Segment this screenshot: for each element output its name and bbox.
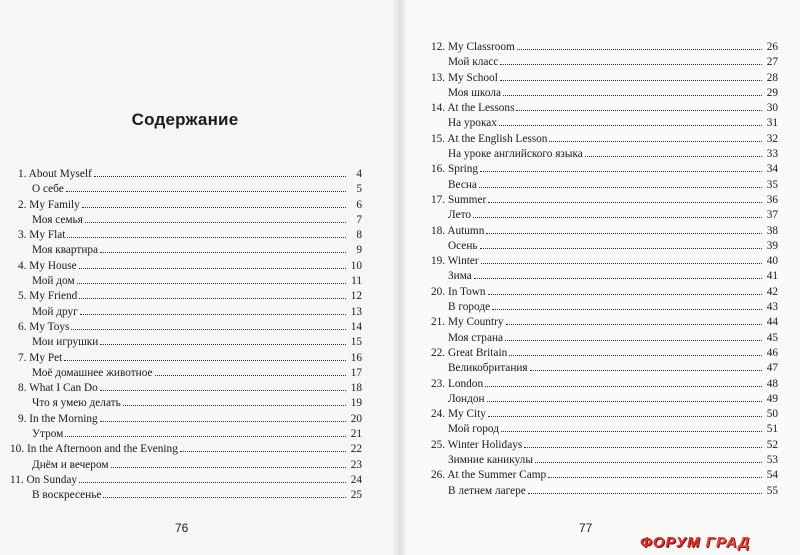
toc-entry-page-number: 29 bbox=[766, 86, 778, 99]
toc-entry-page-number: 34 bbox=[766, 163, 778, 176]
dot-leader bbox=[585, 147, 762, 157]
toc-entry bbox=[423, 285, 778, 300]
dot-leader bbox=[111, 458, 346, 468]
toc-entry-page-number: 49 bbox=[766, 392, 778, 405]
dot-leader bbox=[473, 208, 762, 218]
toc-entry bbox=[10, 458, 362, 473]
toc-entry-page-number: 11 bbox=[351, 275, 362, 288]
dot-leader bbox=[530, 361, 762, 371]
toc-entry-english-title: 12. My Classroom bbox=[431, 41, 515, 53]
page-number-right: 77 bbox=[579, 521, 593, 535]
toc-entry-page-number: 43 bbox=[766, 301, 778, 314]
toc-entry-english-title: 1. About Myself bbox=[18, 168, 92, 180]
dot-leader bbox=[79, 473, 346, 483]
toc-entry bbox=[10, 427, 362, 442]
dot-leader bbox=[474, 269, 762, 279]
dot-leader bbox=[80, 305, 346, 315]
toc-entry-page-number: 27 bbox=[766, 56, 778, 69]
toc-entry bbox=[10, 289, 362, 304]
toc-entry-page-number: 15 bbox=[350, 336, 362, 349]
toc-entry-english-title: 22. Great Britain bbox=[431, 346, 508, 359]
toc-entry-page-number: 50 bbox=[766, 408, 778, 421]
dot-leader bbox=[79, 259, 346, 269]
dot-leader bbox=[517, 40, 762, 50]
toc-entry-page-number: 16 bbox=[350, 351, 362, 364]
toc-entry bbox=[10, 412, 362, 427]
toc-entry-english-title: 13. My School bbox=[431, 71, 498, 84]
dot-leader bbox=[488, 193, 762, 203]
toc-entry-russian-title: Мой город bbox=[448, 423, 500, 436]
dot-leader bbox=[485, 377, 762, 387]
toc-entry-page-number: 21 bbox=[350, 428, 362, 441]
dot-leader bbox=[528, 484, 762, 494]
dot-leader bbox=[488, 285, 762, 295]
toc-entry bbox=[10, 182, 362, 197]
toc-entry-russian-title: Что я умею делать bbox=[32, 397, 121, 410]
toc-entry-russian-title: Мой класс bbox=[448, 56, 499, 69]
toc-entry bbox=[423, 224, 778, 239]
toc-entry-english-title: 23. London bbox=[431, 377, 484, 390]
toc-list-left bbox=[10, 167, 362, 504]
toc-entry-russian-title: Моя страна bbox=[448, 331, 504, 344]
toc-entry-russian-title: Великобритания bbox=[448, 362, 528, 375]
toc-entry-english-title: 20. In Town bbox=[431, 285, 486, 298]
toc-entry-english-title: 3. My Flat bbox=[18, 229, 66, 242]
dot-leader bbox=[64, 351, 346, 361]
toc-entry bbox=[10, 305, 362, 320]
toc-entry-russian-title: Зимние каникулы bbox=[448, 454, 533, 467]
toc-entry bbox=[423, 331, 778, 346]
dot-leader bbox=[506, 315, 763, 325]
dot-leader bbox=[524, 438, 762, 448]
toc-entry bbox=[423, 208, 778, 223]
toc-entry-page-number: 23 bbox=[350, 458, 362, 471]
toc-entry-english-title: 25. Winter Holidays bbox=[431, 438, 523, 451]
dot-leader bbox=[85, 213, 346, 223]
toc-entry-page-number: 32 bbox=[766, 132, 778, 145]
toc-entry bbox=[10, 274, 362, 289]
toc-entry bbox=[10, 488, 362, 503]
dot-leader bbox=[100, 243, 346, 253]
toc-entry bbox=[423, 193, 778, 208]
dot-leader bbox=[180, 442, 346, 452]
toc-entry-page-number: 39 bbox=[766, 239, 778, 252]
toc-entry-page-number: 30 bbox=[766, 102, 778, 115]
contents-heading: Содержание bbox=[131, 110, 239, 129]
toc-entry bbox=[423, 55, 778, 70]
toc-entry-russian-title: Днём и вечером bbox=[32, 458, 109, 471]
toc-entry-russian-title: Мои игрушки bbox=[32, 336, 99, 349]
toc-entry-page-number: 40 bbox=[766, 255, 778, 268]
toc-entry bbox=[10, 228, 362, 243]
toc-entry-english-title: 6. My Toys bbox=[18, 320, 70, 333]
dot-leader bbox=[480, 162, 762, 172]
toc-entry-english-title: 19. Winter bbox=[431, 255, 479, 268]
dot-leader bbox=[71, 320, 346, 330]
toc-entry-russian-title: Моя школа bbox=[448, 86, 501, 99]
toc-entry bbox=[423, 254, 778, 269]
toc-entry-russian-title: О себе bbox=[32, 183, 64, 196]
toc-entry-page-number: 19 bbox=[350, 397, 362, 410]
dot-leader bbox=[66, 182, 346, 192]
toc-entry bbox=[10, 335, 362, 350]
toc-entry-english-title: 14. At the Lessons bbox=[431, 102, 515, 115]
toc-entry-russian-title: Моё домашнее животное bbox=[32, 366, 153, 379]
dot-leader bbox=[79, 289, 346, 299]
toc-entry-english-title: 26. At the Summer Camp bbox=[431, 469, 547, 482]
dot-leader bbox=[480, 239, 762, 249]
toc-entry bbox=[423, 162, 778, 177]
toc-entry-russian-title: Мой дом bbox=[32, 275, 75, 288]
toc-entry-page-number: 25 bbox=[350, 489, 362, 502]
dot-leader bbox=[487, 392, 762, 402]
toc-entry-english-title: 11. On Sunday bbox=[10, 473, 78, 486]
toc-entry-page-number: 13 bbox=[350, 305, 362, 318]
toc-entry-page-number: 55 bbox=[766, 484, 778, 497]
toc-entry-russian-title: Моя квартира bbox=[32, 244, 99, 257]
dot-leader bbox=[492, 300, 762, 310]
toc-entry-russian-title: Моя семья bbox=[32, 213, 83, 226]
toc-entry-english-title: 24. My City bbox=[431, 408, 486, 421]
toc-entry-page-number: 47 bbox=[766, 362, 778, 375]
toc-entry bbox=[423, 422, 778, 437]
toc-entry-page-number: 33 bbox=[766, 148, 778, 161]
toc-entry-russian-title: В летнем лагере bbox=[448, 484, 526, 497]
toc-entry bbox=[423, 269, 778, 284]
toc-entry-page-number: 4 bbox=[356, 168, 362, 180]
toc-entry-russian-title: Осень bbox=[448, 239, 478, 252]
toc-entry-english-title: 21. My Country bbox=[431, 316, 504, 329]
toc-entry-english-title: 17. Summer bbox=[431, 193, 487, 206]
toc-entry-russian-title: Лето bbox=[448, 209, 472, 222]
toc-entry-russian-title: Лондон bbox=[448, 392, 485, 405]
toc-entry-english-title: 7. My Pet bbox=[18, 351, 63, 364]
toc-entry-page-number: 5 bbox=[356, 183, 362, 196]
page-number-left: 76 bbox=[175, 521, 189, 535]
dot-leader bbox=[548, 468, 762, 478]
toc-entry-russian-title: В воскресенье bbox=[32, 489, 102, 502]
dot-leader bbox=[500, 55, 762, 65]
toc-entry-russian-title: На уроках bbox=[448, 117, 497, 130]
dot-leader bbox=[100, 335, 346, 345]
toc-entry-page-number: 53 bbox=[766, 454, 778, 467]
toc-entry-russian-title: Утром bbox=[32, 428, 64, 441]
toc-entry bbox=[423, 361, 778, 376]
dot-leader bbox=[501, 422, 762, 432]
toc-entry-english-title: 16. Spring bbox=[431, 163, 479, 176]
watermark-accent: ГРАД bbox=[705, 534, 751, 551]
toc-entry bbox=[10, 473, 362, 488]
toc-entry-english-title: 10. In the Afternoon and the Evening bbox=[10, 443, 178, 456]
dot-leader bbox=[155, 366, 346, 376]
toc-list-right bbox=[423, 40, 778, 499]
toc-entry-page-number: 12 bbox=[350, 290, 362, 303]
toc-entry-page-number: 14 bbox=[350, 320, 362, 333]
toc-entry-russian-title: Мой друг bbox=[32, 305, 78, 318]
dot-leader bbox=[103, 488, 346, 498]
toc-entry-russian-title: Зима bbox=[448, 270, 472, 283]
toc-entry-russian-title: На уроке английского языка bbox=[448, 148, 583, 161]
toc-entry-page-number: 41 bbox=[766, 270, 778, 283]
toc-entry bbox=[423, 468, 778, 483]
forum-grad-watermark bbox=[640, 534, 750, 551]
dot-leader bbox=[516, 101, 762, 111]
toc-entry-english-title: 4. My House bbox=[18, 259, 77, 272]
book-gutter bbox=[392, 0, 408, 555]
dot-leader bbox=[505, 331, 762, 341]
dot-leader bbox=[123, 396, 346, 406]
toc-entry-page-number: 24 bbox=[350, 473, 362, 486]
toc-entry-page-number: 26 bbox=[766, 41, 778, 53]
dot-leader bbox=[82, 198, 346, 208]
toc-entry-page-number: 51 bbox=[766, 423, 778, 436]
toc-entry-page-number: 45 bbox=[766, 331, 778, 344]
watermark-main: ФОРУМ bbox=[640, 534, 701, 551]
toc-entry-page-number: 36 bbox=[766, 193, 778, 206]
toc-entry bbox=[423, 101, 778, 116]
dot-leader bbox=[479, 178, 762, 188]
toc-entry-page-number: 52 bbox=[766, 438, 778, 451]
toc-entry bbox=[423, 377, 778, 392]
toc-entry-page-number: 22 bbox=[350, 443, 362, 456]
toc-entry bbox=[423, 453, 778, 468]
toc-entry bbox=[10, 381, 362, 396]
toc-entry bbox=[423, 484, 778, 499]
dot-leader bbox=[65, 427, 346, 437]
toc-entry-english-title: 15. At the English Lesson bbox=[431, 132, 548, 145]
dot-leader bbox=[488, 407, 762, 417]
dot-leader bbox=[549, 132, 762, 142]
toc-entry bbox=[10, 351, 362, 366]
toc-entry bbox=[10, 259, 362, 274]
toc-entry-page-number: 28 bbox=[766, 71, 778, 84]
dot-leader bbox=[100, 412, 346, 422]
toc-entry-page-number: 8 bbox=[356, 229, 362, 242]
toc-entry bbox=[423, 40, 778, 55]
toc-entry bbox=[423, 86, 778, 101]
toc-entry bbox=[423, 132, 778, 147]
toc-entry bbox=[423, 438, 778, 453]
toc-entry-page-number: 31 bbox=[766, 117, 778, 130]
toc-entry bbox=[10, 366, 362, 381]
dot-leader bbox=[509, 346, 762, 356]
toc-entry bbox=[423, 300, 778, 315]
toc-entry bbox=[10, 167, 362, 182]
toc-entry bbox=[423, 407, 778, 422]
toc-entry-page-number: 46 bbox=[766, 346, 778, 359]
toc-entry bbox=[423, 315, 778, 330]
dot-leader bbox=[481, 254, 762, 264]
toc-entry-russian-title: В городе bbox=[448, 301, 491, 314]
toc-entry-english-title: 8. What I Can Do bbox=[18, 382, 98, 395]
toc-entry-page-number: 44 bbox=[766, 316, 778, 329]
toc-entry bbox=[423, 71, 778, 86]
toc-entry bbox=[10, 198, 362, 213]
toc-entry bbox=[423, 147, 778, 162]
dot-leader bbox=[499, 116, 762, 126]
toc-entry bbox=[423, 346, 778, 361]
toc-entry-page-number: 9 bbox=[356, 244, 362, 257]
toc-entry-english-title: 9. In the Morning bbox=[18, 412, 98, 425]
dot-leader bbox=[486, 224, 762, 234]
toc-entry bbox=[10, 213, 362, 228]
toc-entry bbox=[423, 392, 778, 407]
toc-entry-page-number: 54 bbox=[766, 469, 778, 482]
toc-entry bbox=[10, 243, 362, 258]
dot-leader bbox=[94, 167, 346, 177]
toc-entry-page-number: 37 bbox=[766, 209, 778, 222]
toc-entry bbox=[10, 396, 362, 411]
toc-entry-page-number: 17 bbox=[350, 366, 362, 379]
toc-entry-english-title: 5. My Friend bbox=[18, 290, 78, 303]
toc-entry-page-number: 42 bbox=[766, 285, 778, 298]
toc-entry-page-number: 48 bbox=[766, 377, 778, 390]
toc-entry bbox=[10, 320, 362, 335]
toc-entry-english-title: 18. Autumn bbox=[431, 224, 485, 237]
toc-entry-english-title: 2. My Family bbox=[18, 198, 80, 211]
toc-entry bbox=[423, 178, 778, 193]
toc-entry-page-number: 6 bbox=[356, 198, 362, 211]
toc-entry bbox=[423, 116, 778, 131]
toc-entry-page-number: 38 bbox=[766, 224, 778, 237]
dot-leader bbox=[67, 228, 346, 238]
toc-entry-page-number: 35 bbox=[766, 178, 778, 191]
toc-entry-page-number: 7 bbox=[356, 213, 362, 226]
toc-entry-russian-title: Весна bbox=[448, 178, 477, 191]
dot-leader bbox=[503, 86, 762, 96]
dot-leader bbox=[77, 274, 346, 284]
toc-entry-page-number: 20 bbox=[350, 412, 362, 425]
toc-entry bbox=[10, 442, 362, 457]
toc-entry bbox=[423, 239, 778, 254]
dot-leader bbox=[535, 453, 762, 463]
toc-entry-page-number: 18 bbox=[350, 382, 362, 395]
toc-entry-page-number: 10 bbox=[350, 259, 362, 272]
dot-leader bbox=[500, 71, 762, 81]
dot-leader bbox=[100, 381, 346, 391]
